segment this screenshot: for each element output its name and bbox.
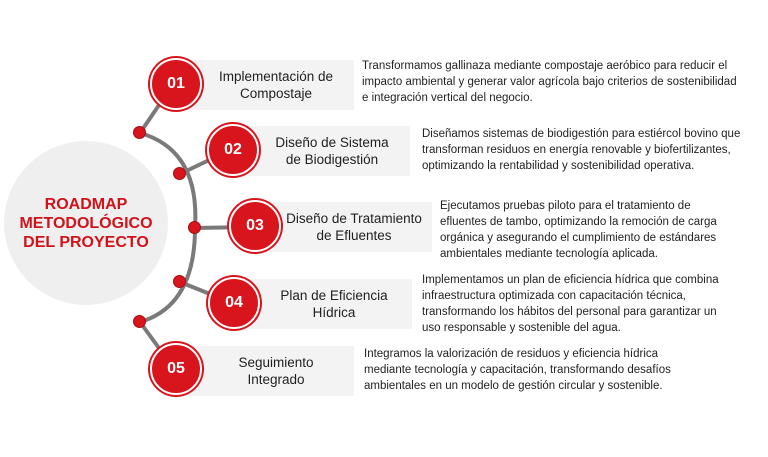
step-05-title-box (176, 346, 354, 396)
connector-dot (173, 275, 186, 288)
step-01-number-badge (150, 58, 202, 110)
step-01-title: Implementación de Compostaje (218, 69, 334, 101)
connector-dot (133, 126, 146, 139)
step-04-title-box (234, 279, 412, 329)
step-04-description: Implementamos un plan de eficiencia hídrica que combina infraestructura optimizada con capacitación técnica, transformando los hábitos del personal para garantizar un uso responsable y sostenible del agua. (422, 274, 719, 334)
step-05-title: Seguimiento Integrado (238, 355, 314, 387)
step-01-description: Transformamos gallinaza mediante compostaje aeróbico para reducir el impacto ambiental y generar valor agrícola bajo criterios de sostenibilidad e integración vertical del negocio. (362, 60, 737, 104)
step-03-title: Diseño de Tratamiento de Efluentes (286, 211, 422, 243)
connector-dot (188, 221, 201, 234)
roadmap-hub (4, 141, 168, 305)
step-04-number-badge (208, 277, 260, 329)
step-04-number: 04 (225, 294, 243, 311)
connector-dot (133, 315, 146, 328)
step-04-title: Plan de Eficiencia Hídrica (280, 288, 388, 320)
step-05-description: Integramos la valorización de residuos y eficiencia hídrica mediante tecnología y capacitación, transformando desafíos ambientales en un modelo de gestión circular y sostenible. (364, 348, 671, 392)
step-05-number-badge (150, 343, 202, 395)
hub-title: ROADMAP METODOLÓGICO DEL PROYECTO (19, 195, 153, 251)
step-01-number: 01 (167, 75, 185, 92)
step-03-number-badge (229, 200, 281, 252)
step-05-number: 05 (167, 360, 185, 377)
step-02-title: Diseño de Sistema de Biodigestión (275, 135, 389, 167)
connector-dot (173, 167, 186, 180)
step-01-title-box (176, 60, 354, 110)
step-02-number-badge (207, 124, 259, 176)
step-03-description: Ejecutamos pruebas piloto para el tratamiento de efluentes de tambo, optimizando la remoción de carga orgánica y asegurando el cumplimiento de estándares ambientales mediante tecnología aplicada. (440, 200, 717, 260)
step-02-description: Diseñamos sistemas de biodigestión para estiércol bovino que transforman residuos en energía renovable y biofertilizantes, optimizando la rentabilidad y sostenibilidad operativa. (422, 128, 741, 172)
step-03-number: 03 (246, 217, 264, 234)
step-02-number: 02 (224, 141, 242, 158)
